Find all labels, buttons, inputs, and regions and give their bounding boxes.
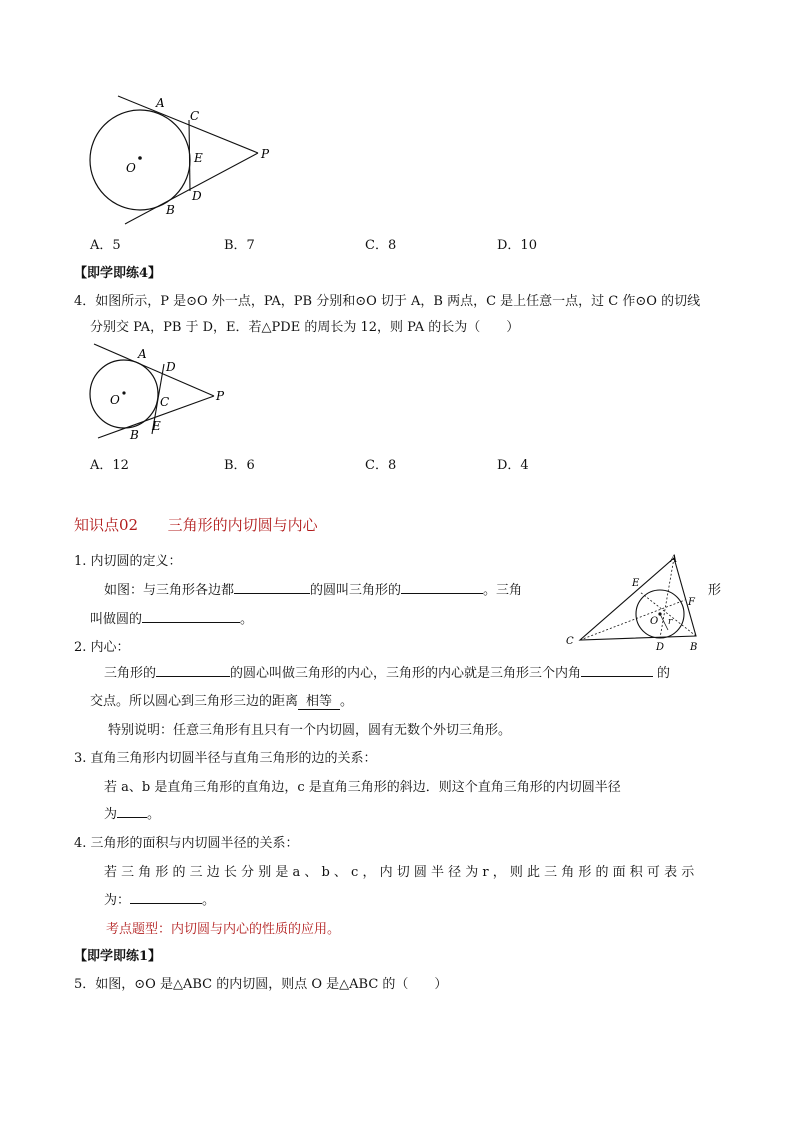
label-o: O — [650, 616, 659, 627]
label-a: A — [156, 96, 165, 110]
figure-tangent-circle-1 — [80, 88, 280, 228]
p3-line1: 若 a、b 是直角三角形的直角边，c 是直角三角形的斜边．则这个直角三角形的内切圆半径 — [104, 780, 621, 795]
label-d: D — [166, 360, 176, 374]
label-d: D — [656, 642, 665, 653]
label-c: C — [566, 636, 574, 647]
label-c: C — [190, 109, 200, 123]
label-o: O — [126, 161, 136, 175]
label-a: A — [138, 347, 147, 361]
radius-line — [660, 614, 668, 630]
figure-incircle-triangle — [560, 550, 710, 654]
label-e: E — [632, 578, 640, 589]
section-heading — [74, 514, 318, 535]
label-e: E — [152, 419, 161, 433]
label-d: D — [192, 189, 202, 203]
option-b[interactable]: B．6 — [224, 458, 255, 473]
section-title: 三角形的内切圆与内心 — [167, 516, 318, 534]
section-number: 知识点02 — [74, 516, 139, 534]
p2-heading: 2. 内心： — [74, 640, 130, 655]
label-e: E — [194, 151, 203, 165]
p4-line1: 若 三 角 形 的 三 边 长 分 别 是 a 、 b 、 c ， 内 切 圆 半 径 为 r ， 则 此 三 角 形 的 面 积 可 表 示 — [104, 865, 695, 880]
incenter-point — [658, 612, 661, 615]
figure-tangent-circle-2 — [80, 338, 240, 448]
label-b: B — [166, 203, 175, 217]
q5-text: 5．如图，⊙O 是△ABC 的内切圆，则点 O 是△ABC 的（ ） — [74, 977, 448, 992]
topic-type: 考点题型：内切圆与内心的性质的应用。 — [106, 922, 341, 937]
label-a: A — [670, 554, 678, 565]
p2-line1: 三角形的 的圆心叫做三角形的内心，三角形的内心就是三角形三个内角 的 — [104, 666, 671, 681]
label-p: P — [216, 389, 225, 403]
p2-line2: 交点。所以圆心到三角形三边的距离 相等 。 — [90, 694, 354, 709]
q4-line2: 分别交 PA，PB 于 D，E．若△PDE 的周长为 12，则 PA 的长为（ ） — [90, 320, 520, 335]
label-c: C — [160, 395, 170, 409]
p1-line1-end: 形 — [708, 583, 722, 598]
label-f: F — [688, 597, 695, 608]
option-a[interactable]: A．5 — [90, 238, 121, 253]
option-d[interactable]: D．10 — [497, 238, 537, 253]
p4-heading: 4. 三角形的面积与内切圆半径的关系： — [74, 836, 299, 851]
option-c[interactable]: C．8 — [365, 458, 397, 473]
option-b[interactable]: B．7 — [224, 238, 255, 253]
label-r: r — [668, 617, 673, 627]
p4-line2: 为： 。 — [104, 893, 216, 908]
option-c[interactable]: C．8 — [365, 238, 397, 253]
tangent-line-pa — [94, 344, 214, 396]
p3-line2: 为 。 — [104, 807, 161, 822]
q4-line1: 4．如图所示，P 是⊙O 外一点，PA，PB 分别和⊙O 切于 A，B 两点，C 是上任意一点，过 C 作⊙O 的切线 — [74, 294, 701, 309]
center-point — [122, 391, 125, 394]
label-b: B — [130, 428, 139, 442]
practice-tag-1: 【即学即练1】 — [74, 949, 162, 964]
label-o: O — [110, 393, 120, 407]
p1-heading: 1. 内切圆的定义： — [74, 554, 182, 569]
p1-line1: 如图：与三角形各边都 的圆叫三角形的 。三角 — [104, 583, 523, 598]
label-p: P — [261, 147, 270, 161]
option-d[interactable]: D．4 — [497, 458, 529, 473]
option-a[interactable]: A．12 — [90, 458, 129, 473]
practice-tag-4: 【即学即练4】 — [74, 266, 162, 281]
p2-note: 特别说明：任意三角形有且只有一个内切圆，圆有无数个外切三角形。 — [108, 723, 512, 738]
center-point — [138, 156, 142, 160]
tangent-line-cd — [189, 120, 190, 191]
p1-line2: 叫做圆的 。 — [90, 612, 254, 627]
answer-equal: 相等 — [298, 694, 340, 710]
p3-heading: 3. 直角三角形内切圆半径与直角三角形的边的关系： — [74, 751, 377, 766]
label-b: B — [690, 642, 698, 653]
circle-o — [90, 110, 190, 210]
